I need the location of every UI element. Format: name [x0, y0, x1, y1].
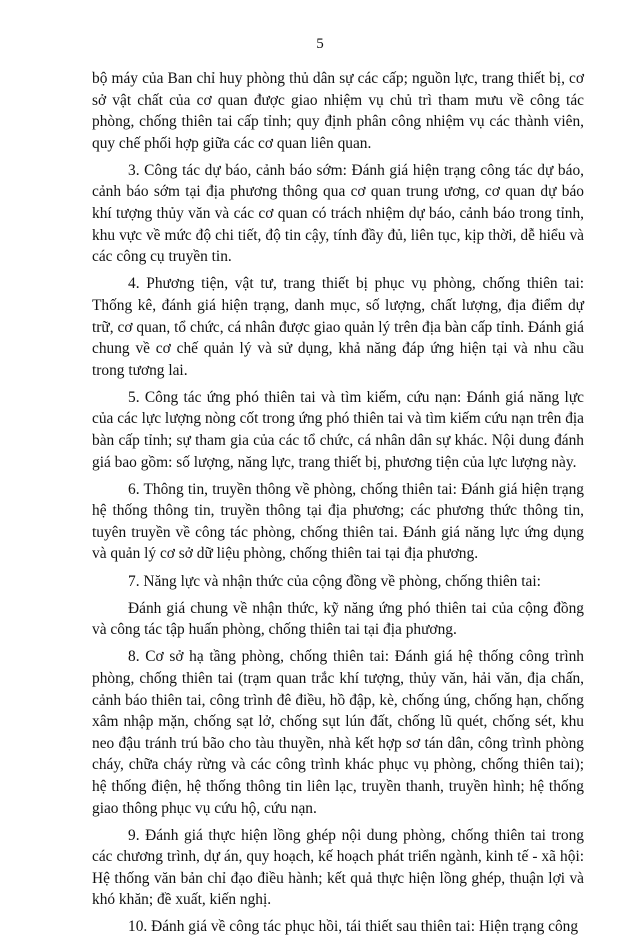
paragraph-community: Đánh giá chung về nhận thức, kỹ năng ứng phó thiên tai của cộng đồng và công tác tập huấn phòng, chống thiên tai tại địa phương.	[92, 599, 584, 639]
paragraph-forecasting: 3. Công tác dự báo, cảnh báo sớm: Đánh giá hiện trạng công tác dự báo, cảnh báo sớm tại địa phương thông qua cơ quan trung ương, cơ quan dự báo khí tượng thủy văn và các cơ quan có trách nhiệm dự báo, cảnh báo trong tỉnh, khu vực về mức độ chi tiết, độ tin cậy, tính đầy đủ, liên tục, kịp thời, dễ hiểu và các công cụ truyền tin.	[92, 161, 584, 266]
body-text	[92, 68, 584, 944]
paragraph-recovery: 10. Đánh giá về công tác phục hồi, tái thiết sau thiên tai: Hiện trạng công	[128, 918, 579, 936]
paragraph-community-heading: 7. Năng lực và nhận thức của cộng đồng về phòng, chống thiên tai:	[128, 572, 541, 590]
paragraph-integration: 9. Đánh giá thực hiện lồng ghép nội dung phòng, chống thiên tai trong các chương trình, dự án, quy hoạch, kế hoạch phát triển ngành, kinh tế - xã hội: Hệ thống văn bản chỉ đạo điều hành; kết quả thực hiện lồng ghép, thuận lợi và khó khăn; đề xuất, kiến nghị.	[92, 826, 584, 909]
page-number: 5	[316, 36, 324, 52]
paragraph-infrastructure: 8. Cơ sở hạ tầng phòng, chống thiên tai: Đánh giá hệ thống công trình phòng, chống thiên tai (trạm quan trắc khí tượng, thủy văn, hải văn, địa chấn, cảnh báo thiên tai, công trình đê điều, hồ đập, kè, chống úng, chống hạn, chống xâm nhập mặn, chống sạt lở, chống sụt lún đất, chống lũ quét, chống sét, khu neo đậu tránh trú bão cho tàu thuyền, nhà kết hợp sơ tán dân, công trình phòng cháy, chữa cháy rừng và các công trình khác phục vụ phòng, chống thiên tai); hệ thống điện, hệ thống thông tin liên lạc, truyền thanh, truyền hình; hệ thống giao thông phục vụ cứu hộ, cứu nạn.	[92, 648, 584, 817]
paragraph-continued: bộ máy của Ban chỉ huy phòng thủ dân sự các cấp; nguồn lực, trang thiết bị, cơ sở vật chất của cơ quan được giao nhiệm vụ chủ trì tham mưu về công tác phòng, chống thiên tai cấp tỉnh; quy định phân công nhiệm vụ các thành viên, quy chế phối hợp giữa các cơ quan liên quan.	[92, 70, 584, 152]
paragraph-equipment: 4. Phương tiện, vật tư, trang thiết bị phục vụ phòng, chống thiên tai: Thống kê, đánh giá hiện trạng, danh mục, số lượng, chất lượng, địa điểm dự trữ, cơ quan, tổ chức, cá nhân được giao quản lý trên địa bàn cấp tỉnh. Đánh giá chung về cơ chế quản lý và sử dụng, khả năng đáp ứng hiện tại và nhu cầu trong tương lai.	[92, 275, 584, 379]
paragraph-communication: 6. Thông tin, truyền thông về phòng, chống thiên tai: Đánh giá hiện trạng hệ thống thông tin, truyền thông tại địa phương; các phương thức thông tin, tuyên truyền về công tác phòng, chống thiên tai. Đánh giá năng lực ứng dụng và quản lý cơ sở dữ liệu phòng, chống thiên tai tại địa phương.	[92, 480, 584, 563]
paragraph-response: 5. Công tác ứng phó thiên tai và tìm kiếm, cứu nạn: Đánh giá năng lực của các lực lượng nòng cốt trong ứng phó thiên tai và tìm kiếm cứu nạn trên địa bàn cấp tỉnh; sự tham gia của các tổ chức, cá nhân dân sự khác. Nội dung đánh giá bao gồm: số lượng, năng lực, trang thiết bị, phương tiện của lực lượng này.	[92, 388, 584, 471]
